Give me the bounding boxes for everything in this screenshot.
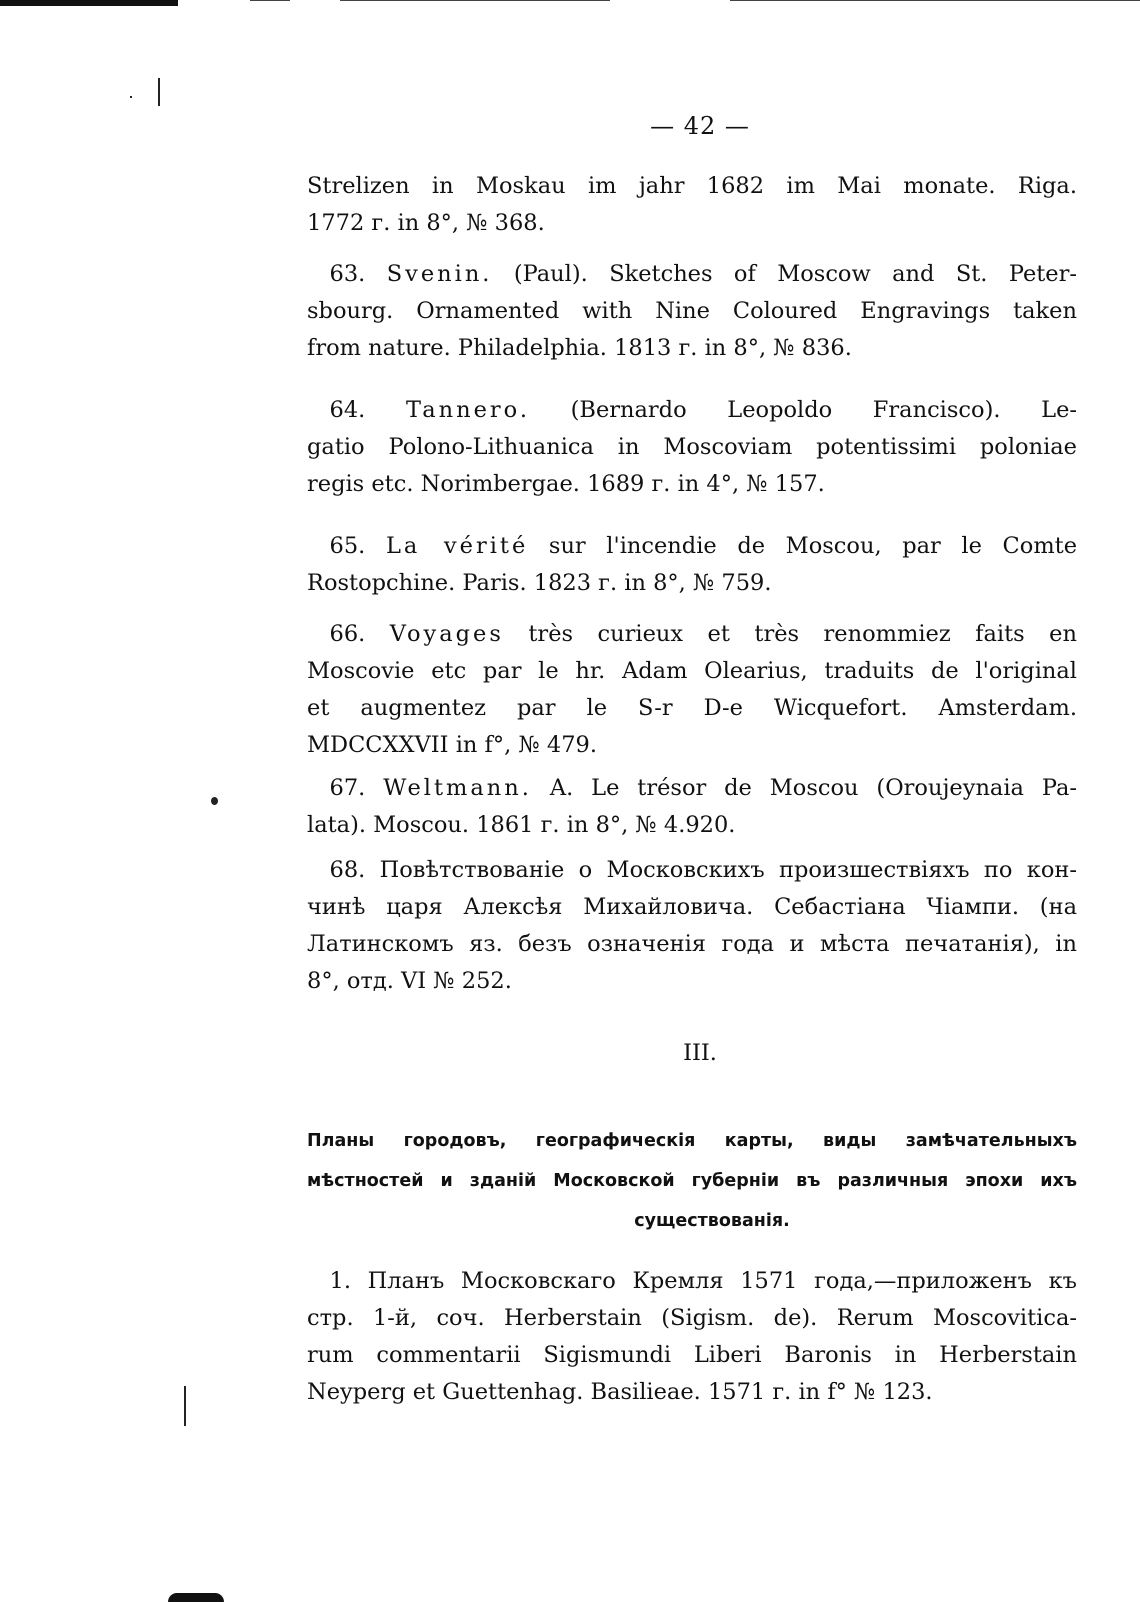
entry-line: from nature. Philadelphia. 1813 г. in 8°, № 836. — [307, 335, 852, 361]
section-heading-line: Планы городовъ, географическія карты, виды замѣчательныхъ — [307, 1131, 1077, 1151]
scan-speck — [158, 78, 160, 106]
entry-number: 65. — [329, 533, 366, 559]
entry-paragraph — [307, 528, 1077, 602]
entry-text: Повѣтствованіе о Московскихъ произшествіяхъ по кон- — [365, 857, 1077, 883]
entry-number: 63. — [329, 261, 366, 287]
entry-line: 1772 г. in 8°, № 368. — [307, 210, 545, 236]
entry-continuation — [307, 168, 1077, 242]
entry-line — [307, 528, 1077, 565]
scan-speck — [130, 96, 132, 98]
entry-64 — [307, 392, 1077, 503]
entry-line: rum commentarii Sigismundi Liberi Baronis in Herberstain — [307, 1342, 1077, 1368]
entry-paragraph — [307, 852, 1077, 1000]
entry-text: très curieux et très renommiez faits en — [503, 621, 1077, 647]
entry-line: lata). Moscou. 1861 г. in 8°, № 4.920. — [307, 812, 736, 838]
entry-author: Voyages — [389, 621, 504, 647]
entry-text: (Bernardo Leopoldo Francisco). Le- — [529, 397, 1077, 423]
scan-edge-line — [340, 0, 610, 1]
entry-number: 68. — [329, 857, 366, 883]
entry-number: 67. — [329, 775, 366, 801]
entry-63 — [307, 256, 1077, 367]
page-number: — 42 — — [650, 112, 750, 140]
entry-line — [307, 256, 1077, 293]
entry-paragraph — [307, 1263, 1077, 1411]
entry-line — [307, 392, 1077, 429]
entry-line: regis etc. Norimbergae. 1689 г. in 4°, № 157. — [307, 471, 825, 497]
entry-number: 64. — [329, 397, 366, 423]
scan-speck — [211, 797, 218, 805]
entry-line: чинѣ царя Алексѣя Михайловича. Себастіана Чіампи. (на — [307, 894, 1077, 920]
section-heading-line: мѣстностей и зданій Московской губерніи въ различныя эпохи ихъ — [307, 1171, 1077, 1191]
entry-line: Moscovie etc par le hr. Adam Olearius, traduits de l'original — [307, 658, 1077, 684]
entry-paragraph — [307, 392, 1077, 503]
entry-paragraph — [307, 256, 1077, 367]
entry-line — [307, 1263, 1077, 1300]
section-entry-1 — [307, 1263, 1077, 1411]
entry-line: Латинскомъ яз. безъ означенія года и мѣста печатанія), in — [307, 931, 1077, 957]
scan-edge-mark — [168, 1593, 224, 1602]
scan-speck — [184, 1386, 186, 1426]
scan-edge-line — [250, 0, 290, 1]
entry-line: Neyperg et Guettenhag. Basilieae. 1571 г. in f° № 123. — [307, 1379, 933, 1405]
entry-text: A. Le trésor de Moscou (Oroujeynaia Pa- — [531, 775, 1077, 801]
scan-edge-line — [730, 0, 1140, 1]
section-heading — [307, 1121, 1077, 1241]
entry-line: sbourg. Ornamented with Nine Coloured Engravings taken — [307, 298, 1077, 324]
entry-paragraph — [307, 616, 1077, 764]
entry-line: Strelizen in Moskau im jahr 1682 im Mai monate. Riga. — [307, 173, 1077, 199]
entry-65 — [307, 528, 1077, 602]
entry-line: gatio Polono-Lithuanica in Moscoviam potentissimi poloniae — [307, 434, 1077, 460]
entry-66 — [307, 616, 1077, 764]
section-numeral: III. — [683, 1040, 717, 1066]
entry-line: MDCCXXVII in f°, № 479. — [307, 732, 597, 758]
entry-line: стр. 1-й, соч. Herberstain (Sigism. de). Rerum Moscovitica- — [307, 1305, 1077, 1331]
entry-line — [307, 770, 1077, 807]
entry-paragraph — [307, 770, 1077, 844]
entry-67 — [307, 770, 1077, 844]
entry-author: Svenin. — [386, 261, 493, 287]
entry-paragraph — [307, 168, 1077, 242]
scan-edge-mark — [0, 0, 178, 6]
entry-number: 66. — [329, 621, 366, 647]
entry-line — [307, 616, 1077, 653]
section-heading-line: существованія. — [634, 1211, 790, 1231]
entry-text: sur l'incendie de Moscou, par le Comte — [528, 533, 1078, 559]
entry-line: 8°, отд. VI № 252. — [307, 968, 512, 994]
entry-author: Tannero. — [405, 397, 530, 423]
entry-author: Weltmann. — [383, 775, 532, 801]
entry-text: Планъ Московскаго Кремля 1571 года,—приложенъ къ — [350, 1268, 1077, 1294]
entry-line — [307, 852, 1077, 889]
entry-line: Rostopchine. Paris. 1823 г. in 8°, № 759. — [307, 570, 772, 596]
entry-author: La vérité — [385, 533, 529, 559]
entry-68 — [307, 852, 1077, 1000]
entry-text: (Paul). Sketches of Moscow and St. Peter- — [492, 261, 1077, 287]
entry-line: et augmentez par le S-r D-e Wicquefort. Amsterdam. — [307, 695, 1077, 721]
entry-number: 1. — [329, 1268, 351, 1294]
